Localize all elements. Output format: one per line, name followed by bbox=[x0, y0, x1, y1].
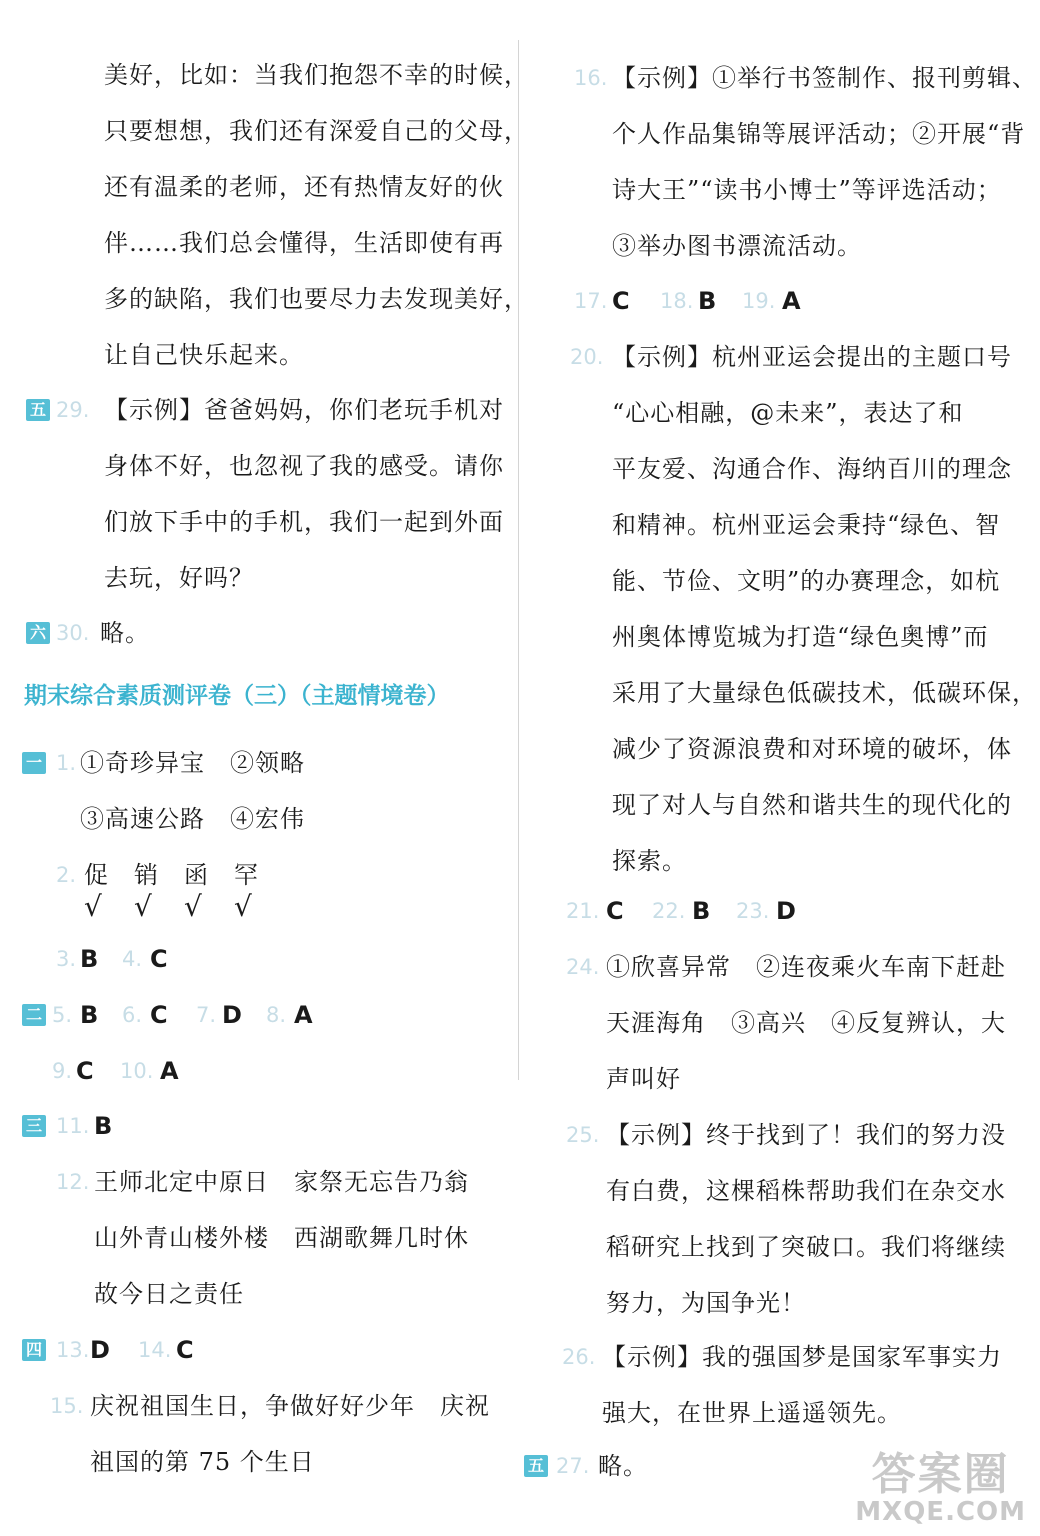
question-number: 19. bbox=[742, 289, 776, 313]
answer-letter: B bbox=[698, 287, 717, 315]
question-number: 13. bbox=[56, 1338, 90, 1362]
answer-letter: A bbox=[294, 1001, 313, 1029]
text-line: ①欣喜异常 ②连夜乘火车南下赶赴 bbox=[606, 953, 1006, 981]
text-line: 王师北定中原日 家祭无忘告乃翁 bbox=[94, 1168, 469, 1196]
text-line: 故今日之责任 bbox=[94, 1280, 244, 1308]
text-line: 【示例】终于找到了！我们的努力没 bbox=[606, 1121, 1006, 1149]
text-line: 减少了资源浪费和对环境的破坏，体 bbox=[612, 735, 1012, 763]
question-number: 21. bbox=[566, 899, 600, 923]
text-line: ①奇珍异宝 ②领略 bbox=[80, 749, 305, 777]
answer-letter: D bbox=[90, 1336, 110, 1364]
answer-letter: B bbox=[80, 1001, 99, 1029]
answer-letter: B bbox=[94, 1112, 113, 1140]
section-badge-1: 一 bbox=[22, 752, 46, 774]
text-line: 祖国的第 75 个生日 bbox=[90, 1448, 315, 1476]
question-number: 9. bbox=[52, 1059, 73, 1083]
text-line: 声叫好 bbox=[606, 1065, 681, 1093]
text-line: 平友爱、沟通合作、海纳百川的理念 bbox=[612, 455, 1012, 483]
question-number: 14. bbox=[138, 1338, 172, 1362]
text-line: 现了对人与自然和谐共生的现代化的 bbox=[612, 791, 1012, 819]
section-badge-5: 五 bbox=[26, 399, 50, 421]
watermark-title: 答案圈 bbox=[871, 1449, 1010, 1500]
question-number: 30. bbox=[56, 621, 90, 645]
pinyin-char: 函 bbox=[184, 861, 209, 889]
section-title: 期末综合素质测评卷（三）（主题情境卷） bbox=[24, 683, 450, 709]
text-line: 还有温柔的老师，还有热情友好的伙 bbox=[104, 173, 504, 201]
text-line: 【示例】①举行书签制作、报刊剪辑、 bbox=[612, 64, 1037, 92]
answer-letter: B bbox=[80, 945, 99, 973]
question-number: 20. bbox=[570, 345, 604, 369]
answer-letter: C bbox=[176, 1336, 194, 1364]
question-number: 24. bbox=[566, 955, 600, 979]
answer-letter: A bbox=[782, 287, 801, 315]
answer-text: 略。 bbox=[598, 1452, 648, 1480]
section-badge-6: 六 bbox=[26, 622, 50, 644]
pinyin-char: 销 bbox=[134, 861, 159, 889]
text-line: 天涯海角 ③高兴 ④反复辨认，大 bbox=[606, 1009, 1006, 1037]
question-number: 7. bbox=[196, 1003, 217, 1027]
answer-text: 略。 bbox=[100, 619, 150, 647]
section-badge-2: 二 bbox=[22, 1004, 46, 1026]
check-mark: √ bbox=[184, 890, 203, 923]
watermark-logo bbox=[855, 1449, 1026, 1527]
check-mark: √ bbox=[234, 890, 253, 923]
text-line: 【示例】我的强国梦是国家军事实力 bbox=[602, 1343, 1002, 1371]
question-number: 25. bbox=[566, 1123, 600, 1147]
text-line: 有白费，这棵稻株帮助我们在杂交水 bbox=[606, 1177, 1006, 1205]
text-line: 身体不好，也忽视了我的感受。请你 bbox=[104, 452, 504, 480]
question-number: 29. bbox=[56, 398, 90, 422]
section-badge-4: 四 bbox=[22, 1339, 46, 1361]
text-line: 只要想想，我们还有深爱自己的父母， bbox=[104, 117, 529, 145]
text-line: 庆祝祖国生日，争做好好少年 庆祝 bbox=[90, 1392, 490, 1420]
question-number: 18. bbox=[660, 289, 694, 313]
text-line: 多的缺陷，我们也要尽力去发现美好， bbox=[104, 285, 529, 313]
answer-letter: C bbox=[150, 1001, 168, 1029]
question-number: 17. bbox=[574, 289, 608, 313]
text-line: 州奥体博览城为打造“绿色奥博”而 bbox=[612, 623, 989, 651]
answer-letter: C bbox=[612, 287, 630, 315]
section-badge-3: 三 bbox=[22, 1115, 46, 1137]
text-line: 能、节俭、文明”的办赛理念，如杭 bbox=[612, 567, 1001, 595]
question-number: 5. bbox=[52, 1003, 73, 1027]
text-line: 努力，为国争光！ bbox=[606, 1289, 806, 1317]
question-number: 12. bbox=[56, 1170, 90, 1194]
question-number: 15. bbox=[50, 1394, 84, 1418]
answer-letter: D bbox=[776, 897, 796, 925]
text-line: 让自己快乐起来。 bbox=[104, 341, 304, 369]
question-number: 23. bbox=[736, 899, 770, 923]
text-line: 探索。 bbox=[612, 847, 687, 875]
question-number: 8. bbox=[266, 1003, 287, 1027]
question-number: 27. bbox=[556, 1454, 590, 1478]
text-line: 【示例】爸爸妈妈，你们老玩手机对 bbox=[104, 396, 504, 424]
question-number: 1. bbox=[56, 751, 77, 775]
text-line: 稻研究上找到了突破口。我们将继续 bbox=[606, 1233, 1006, 1261]
answer-letter: B bbox=[692, 897, 711, 925]
text-line: ③高速公路 ④宏伟 bbox=[80, 805, 305, 833]
question-number: 4. bbox=[122, 947, 143, 971]
text-line: 诗大王”“读书小博士”等评选活动； bbox=[612, 176, 1002, 204]
question-number: 10. bbox=[120, 1059, 154, 1083]
text-line: 去玩，好吗？ bbox=[104, 564, 254, 592]
question-number: 3. bbox=[56, 947, 77, 971]
answer-letter: C bbox=[606, 897, 624, 925]
text-line: 强大，在世界上遥遥领先。 bbox=[602, 1399, 902, 1427]
column-divider bbox=[518, 40, 519, 1080]
question-number: 11. bbox=[56, 1114, 90, 1138]
text-line: 和精神。杭州亚运会秉持“绿色、智 bbox=[612, 511, 1001, 539]
question-number: 16. bbox=[574, 66, 608, 90]
question-number: 2. bbox=[56, 863, 77, 887]
answer-letter: A bbox=[160, 1057, 179, 1085]
check-mark: √ bbox=[134, 890, 153, 923]
text-line: “心心相融，@未来”，表达了和 bbox=[612, 399, 964, 427]
text-line: 【示例】杭州亚运会提出的主题口号 bbox=[612, 343, 1012, 371]
section-badge-5: 五 bbox=[524, 1455, 548, 1477]
check-mark: √ bbox=[84, 890, 103, 923]
text-line: 山外青山楼外楼 西湖歌舞几时休 bbox=[94, 1224, 469, 1252]
text-line: 采用了大量绿色低碳技术，低碳环保， bbox=[612, 679, 1037, 707]
answer-letter: C bbox=[150, 945, 168, 973]
text-line: 伴……我们总会懂得，生活即使有再 bbox=[104, 229, 504, 257]
text-line: 们放下手中的手机，我们一起到外面 bbox=[104, 508, 504, 536]
pinyin-char: 促 bbox=[84, 861, 109, 889]
question-number: 6. bbox=[122, 1003, 143, 1027]
answer-letter: C bbox=[76, 1057, 94, 1085]
text-line: 美好，比如：当我们抱怨不幸的时候， bbox=[104, 61, 529, 89]
question-number: 22. bbox=[652, 899, 686, 923]
watermark-url: MXQE.COM bbox=[855, 1497, 1026, 1527]
pinyin-char: 罕 bbox=[234, 861, 259, 889]
question-number: 26. bbox=[562, 1345, 596, 1369]
answer-letter: D bbox=[222, 1001, 242, 1029]
text-line: ③举办图书漂流活动。 bbox=[612, 232, 862, 260]
text-line: 个人作品集锦等展评活动；②开展“背 bbox=[612, 120, 1026, 148]
